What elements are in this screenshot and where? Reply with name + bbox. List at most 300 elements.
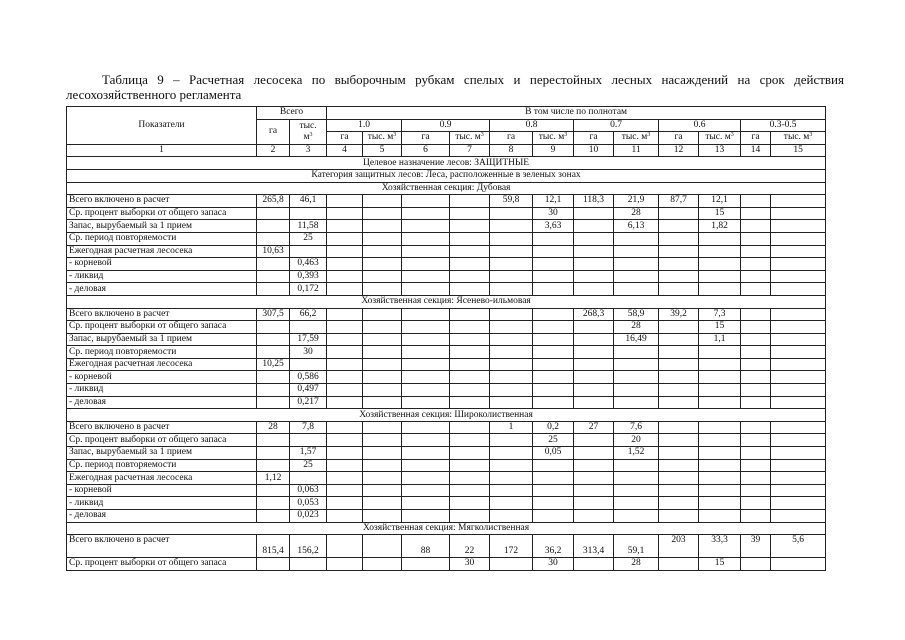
- table-cell: [771, 220, 826, 233]
- table-cell: [257, 371, 290, 384]
- header-unit-thous-m3: тыс. $м^3$: [771, 132, 826, 145]
- table-cell: [699, 384, 741, 397]
- table-cell: [533, 497, 574, 510]
- table-cell: [327, 484, 363, 497]
- table-cell: [327, 434, 363, 447]
- header-unit-thous-m3: тыс. $м^3$: [363, 132, 402, 145]
- table-cell: [741, 308, 771, 321]
- header-unit-ha: га: [490, 132, 533, 145]
- table-cell: [490, 321, 533, 334]
- section-heading: Хозяйственная секция: Мягколиственная: [67, 522, 826, 535]
- table-cell: [699, 447, 741, 460]
- header-unit-ha: га: [741, 132, 771, 145]
- table-cell: [290, 434, 327, 447]
- table-cell: 0,2: [533, 421, 574, 434]
- table-cell: [363, 358, 402, 371]
- table-cell: 0,063: [290, 484, 327, 497]
- table-cell: [741, 447, 771, 460]
- table-cell: [327, 245, 363, 258]
- table-cell: [363, 258, 402, 271]
- column-number: 12: [659, 144, 699, 157]
- table-cell: [614, 232, 659, 245]
- table-cell: 58,9: [614, 308, 659, 321]
- table-cell: [402, 321, 450, 334]
- table-row: [67, 346, 826, 359]
- table-cell: [771, 421, 826, 434]
- table-cell: [450, 371, 490, 384]
- table-cell: [771, 207, 826, 220]
- table-cell: [574, 207, 614, 220]
- table-cell: [290, 358, 327, 371]
- table-cell: 0,023: [290, 510, 327, 523]
- header-density-5: 0.3-0.5: [741, 119, 826, 132]
- table-cell: [699, 497, 741, 510]
- table-cell: [402, 333, 450, 346]
- table-cell: [771, 484, 826, 497]
- section-heading: Хозяйственная секция: Широколиственная: [67, 409, 826, 422]
- table-cell: 66,2: [290, 308, 327, 321]
- row-label: Ср. процент выборки от общего запаса: [67, 321, 257, 334]
- table-cell: [574, 371, 614, 384]
- table-cell: [450, 220, 490, 233]
- table-cell: 1,1: [699, 333, 741, 346]
- header-total: Всего: [257, 107, 327, 120]
- table-cell: [327, 283, 363, 296]
- table-cell: 0,053: [290, 497, 327, 510]
- table-cell: [327, 207, 363, 220]
- table-cell: [450, 472, 490, 485]
- table-cell: [699, 421, 741, 434]
- table-cell: [327, 220, 363, 233]
- table-cell: [327, 421, 363, 434]
- table-cell: [614, 484, 659, 497]
- table-cell: [574, 447, 614, 460]
- table-cell: [363, 384, 402, 397]
- table-cell: [363, 421, 402, 434]
- table-cell: [402, 434, 450, 447]
- table-cell: 7,8: [290, 421, 327, 434]
- table-cell: [402, 346, 450, 359]
- table-cell: [533, 308, 574, 321]
- table-cell: [574, 472, 614, 485]
- table-cell: [533, 371, 574, 384]
- table-cell: [574, 258, 614, 271]
- row-label: Ср. процент выборки от общего запаса: [67, 434, 257, 447]
- table-cell: [659, 220, 699, 233]
- table-cell: [659, 434, 699, 447]
- table-cell: [533, 245, 574, 258]
- table-cell: 22: [450, 535, 490, 558]
- table-cell: [771, 333, 826, 346]
- table-cell: [363, 346, 402, 359]
- table-cell: [533, 333, 574, 346]
- column-number: 15: [771, 144, 826, 157]
- table-cell: [771, 321, 826, 334]
- table-cell: [327, 258, 363, 271]
- table-cell: 15: [699, 321, 741, 334]
- column-number: 1: [67, 144, 257, 157]
- table-cell: [490, 510, 533, 523]
- table-cell: 15: [699, 207, 741, 220]
- row-label: Всего включено в расчет: [67, 421, 257, 434]
- table-cell: [659, 321, 699, 334]
- table-cell: [771, 270, 826, 283]
- table-cell: [327, 371, 363, 384]
- table-cell: [257, 258, 290, 271]
- table-cell: [402, 484, 450, 497]
- table-cell: [450, 270, 490, 283]
- row-label: - ликвид: [67, 384, 257, 397]
- table-cell: [363, 270, 402, 283]
- table-cell: [363, 447, 402, 460]
- table-cell: [574, 396, 614, 409]
- table-cell: [771, 308, 826, 321]
- table-cell: [490, 333, 533, 346]
- header-unit-ha: га: [574, 132, 614, 145]
- table-cell: 7,6: [614, 421, 659, 434]
- table-row: [67, 484, 826, 497]
- table-cell: [450, 346, 490, 359]
- table-cell: [771, 258, 826, 271]
- table-cell: [450, 283, 490, 296]
- table-cell: [490, 447, 533, 460]
- column-number: 4: [327, 144, 363, 157]
- table-cell: [402, 283, 450, 296]
- table-cell: [741, 232, 771, 245]
- table-cell: [771, 497, 826, 510]
- table-cell: [450, 321, 490, 334]
- table-cell: [450, 308, 490, 321]
- table-cell: 46,1: [290, 195, 327, 208]
- table-cell: [402, 232, 450, 245]
- table-cell: 1,52: [614, 447, 659, 460]
- table-cell: [257, 384, 290, 397]
- allowable-cut-table: [66, 106, 826, 571]
- table-cell: [533, 232, 574, 245]
- table-cell: [363, 535, 402, 558]
- table-cell: [574, 283, 614, 296]
- table-cell: [490, 371, 533, 384]
- table-cell: [450, 195, 490, 208]
- table-row: [67, 308, 826, 321]
- table-cell: [450, 510, 490, 523]
- table-cell: [574, 484, 614, 497]
- table-cell: [741, 346, 771, 359]
- header-unit-thous-m3: тыс. $м^3$: [450, 132, 490, 145]
- table-row: [67, 421, 826, 434]
- table-cell: 172: [490, 535, 533, 558]
- table-cell: [363, 558, 402, 571]
- table-cell: [327, 270, 363, 283]
- table-cell: [699, 396, 741, 409]
- table-cell: [533, 358, 574, 371]
- table-cell: [533, 472, 574, 485]
- table-cell: [490, 283, 533, 296]
- header-density-0: 1.0: [327, 119, 402, 132]
- table-cell: [402, 421, 450, 434]
- table-cell: [257, 333, 290, 346]
- table-row: [67, 459, 826, 472]
- table-cell: [327, 346, 363, 359]
- table-cell: [659, 447, 699, 460]
- table-cell: [450, 434, 490, 447]
- table-cell: 16,49: [614, 333, 659, 346]
- table-cell: 30: [290, 346, 327, 359]
- table-cell: [257, 396, 290, 409]
- table-cell: [402, 220, 450, 233]
- table-cell: [363, 207, 402, 220]
- row-label: Ежегодная расчетная лесосека: [67, 245, 257, 258]
- row-label: - ликвид: [67, 497, 257, 510]
- row-label: Запас, вырубаемый за 1 прием: [67, 333, 257, 346]
- table-cell: [363, 434, 402, 447]
- table-cell: [771, 346, 826, 359]
- table-cell: [741, 396, 771, 409]
- table-cell: [699, 510, 741, 523]
- table-cell: 25: [290, 232, 327, 245]
- table-cell: [533, 283, 574, 296]
- column-number: 13: [699, 144, 741, 157]
- table-cell: [402, 384, 450, 397]
- table-cell: 815,4: [257, 535, 290, 558]
- table-cell: [659, 346, 699, 359]
- table-cell: 27: [574, 421, 614, 434]
- table-cell: [659, 232, 699, 245]
- table-cell: [450, 497, 490, 510]
- table-cell: [574, 358, 614, 371]
- header-total-thous: тыс. $м^3$: [290, 119, 327, 144]
- table-cell: [290, 558, 327, 571]
- table-row: [67, 195, 826, 208]
- table-cell: [771, 283, 826, 296]
- table-cell: [327, 396, 363, 409]
- table-row: [67, 232, 826, 245]
- column-number: 2: [257, 144, 290, 157]
- table-cell: [699, 358, 741, 371]
- table-cell: 59,1: [614, 535, 659, 558]
- table-cell: 265,8: [257, 195, 290, 208]
- table-cell: 0,497: [290, 384, 327, 397]
- table-cell: [450, 447, 490, 460]
- table-row: [67, 497, 826, 510]
- table-cell: [771, 371, 826, 384]
- table-cell: [614, 472, 659, 485]
- table-cell: [741, 333, 771, 346]
- table-cell: [363, 308, 402, 321]
- table-cell: [327, 510, 363, 523]
- column-number: 10: [574, 144, 614, 157]
- table-cell: [741, 497, 771, 510]
- table-cell: 17,59: [290, 333, 327, 346]
- table-cell: [614, 245, 659, 258]
- table-cell: 11,58: [290, 220, 327, 233]
- table-row: [67, 207, 826, 220]
- table-cell: [402, 459, 450, 472]
- table-cell: [574, 220, 614, 233]
- table-cell: 118,3: [574, 195, 614, 208]
- table-cell: [363, 472, 402, 485]
- table-cell: [699, 258, 741, 271]
- table-cell: [402, 258, 450, 271]
- table-cell: 3,63: [533, 220, 574, 233]
- table-cell: 39: [741, 535, 771, 558]
- table-cell: [257, 459, 290, 472]
- table-cell: [741, 510, 771, 523]
- table-cell: 30: [450, 558, 490, 571]
- table-cell: 59,8: [490, 195, 533, 208]
- table-cell: [257, 321, 290, 334]
- table-cell: 1,12: [257, 472, 290, 485]
- table-cell: [533, 510, 574, 523]
- table-cell: 0,586: [290, 371, 327, 384]
- table-cell: [450, 245, 490, 258]
- table-cell: [699, 459, 741, 472]
- table-cell: [699, 346, 741, 359]
- table-row: [67, 333, 826, 346]
- table-cell: [533, 459, 574, 472]
- table-cell: [533, 396, 574, 409]
- table-cell: 88: [402, 535, 450, 558]
- table-cell: [574, 558, 614, 571]
- table-cell: [771, 245, 826, 258]
- header-density-4: 0.6: [659, 119, 741, 132]
- table-cell: [257, 447, 290, 460]
- table-cell: [741, 358, 771, 371]
- table-cell: [659, 245, 699, 258]
- header-unit-ha: га: [327, 132, 363, 145]
- table-cell: [533, 384, 574, 397]
- table-cell: [450, 232, 490, 245]
- table-row: [67, 510, 826, 523]
- table-cell: 0,217: [290, 396, 327, 409]
- header-unit-thous-m3: тыс. $м^3$: [699, 132, 741, 145]
- table-cell: [327, 308, 363, 321]
- table-cell: [741, 195, 771, 208]
- caption-line-2: лесохозяйственного регламента: [66, 87, 242, 102]
- table-cell: [533, 258, 574, 271]
- table-cell: 6,13: [614, 220, 659, 233]
- table-cell: [614, 459, 659, 472]
- table-cell: [402, 558, 450, 571]
- table-cell: [614, 497, 659, 510]
- table-cell: [450, 358, 490, 371]
- table-cell: 12,1: [699, 195, 741, 208]
- table-cell: [741, 258, 771, 271]
- table-cell: [363, 497, 402, 510]
- table-cell: [402, 447, 450, 460]
- table-cell: [363, 371, 402, 384]
- table-cell: [659, 472, 699, 485]
- table-cell: 25: [290, 459, 327, 472]
- table-cell: [450, 421, 490, 434]
- table-cell: 10,63: [257, 245, 290, 258]
- table-cell: [490, 459, 533, 472]
- table-cell: [771, 558, 826, 571]
- table-cell: [771, 459, 826, 472]
- table-row: [67, 258, 826, 271]
- table-cell: [614, 396, 659, 409]
- table-cell: 28: [614, 321, 659, 334]
- row-label: - деловая: [67, 510, 257, 523]
- table-cell: [614, 510, 659, 523]
- column-number: 9: [533, 144, 574, 157]
- table-row: [67, 384, 826, 397]
- table-cell: 39,2: [659, 308, 699, 321]
- table-cell: [699, 283, 741, 296]
- table-cell: 28: [614, 558, 659, 571]
- table-cell: [659, 270, 699, 283]
- table-cell: 30: [533, 558, 574, 571]
- row-label: Всего включено в расчет: [67, 535, 257, 558]
- table-cell: [327, 535, 363, 558]
- table-cell: [574, 232, 614, 245]
- table-cell: [363, 220, 402, 233]
- table-cell: [771, 472, 826, 485]
- table-cell: [327, 497, 363, 510]
- table-cell: [741, 384, 771, 397]
- table-cell: [490, 245, 533, 258]
- header-density-1: 0.9: [402, 119, 490, 132]
- table-cell: [490, 472, 533, 485]
- table-cell: [327, 447, 363, 460]
- table-cell: [659, 510, 699, 523]
- header-unit-thous-m3: тыс. $м^3$: [533, 132, 574, 145]
- row-label: Ср. период повторяемости: [67, 346, 257, 359]
- table-cell: [257, 346, 290, 359]
- table-cell: [574, 434, 614, 447]
- table-cell: [614, 371, 659, 384]
- row-label: Ежегодная расчетная лесосека: [67, 358, 257, 371]
- table-cell: [741, 207, 771, 220]
- table-cell: [614, 283, 659, 296]
- column-number: 11: [614, 144, 659, 157]
- caption-line-1: Таблица 9 – Расчетная лесосека по выборочным рубкам спелых и перестойных лесных насаждений на срок действия: [102, 72, 844, 87]
- section-heading: Хозяйственная секция: Дубовая: [67, 182, 826, 195]
- table-cell: [771, 358, 826, 371]
- table-cell: [574, 510, 614, 523]
- table-cell: [363, 484, 402, 497]
- table-cell: [659, 207, 699, 220]
- table-cell: [771, 384, 826, 397]
- table-cell: [741, 321, 771, 334]
- table-cell: [363, 396, 402, 409]
- table-cell: [699, 371, 741, 384]
- table-row: [67, 371, 826, 384]
- table-cell: [257, 434, 290, 447]
- table-cell: [659, 459, 699, 472]
- table-cell: [533, 270, 574, 283]
- table-cell: [363, 195, 402, 208]
- column-number: 8: [490, 144, 533, 157]
- row-label: Ср. период повторяемости: [67, 232, 257, 245]
- table-cell: [490, 270, 533, 283]
- table-cell: [533, 484, 574, 497]
- table-cell: [574, 321, 614, 334]
- header-unit-ha: га: [659, 132, 699, 145]
- table-cell: [257, 497, 290, 510]
- table-cell: [699, 270, 741, 283]
- table-cell: 30: [533, 207, 574, 220]
- table-cell: [574, 497, 614, 510]
- table-cell: [257, 232, 290, 245]
- table-cell: [327, 333, 363, 346]
- table-cell: [741, 558, 771, 571]
- table-cell: [741, 484, 771, 497]
- table-cell: [450, 258, 490, 271]
- table-cell: 7,3: [699, 308, 741, 321]
- table-cell: [327, 358, 363, 371]
- table-cell: [659, 283, 699, 296]
